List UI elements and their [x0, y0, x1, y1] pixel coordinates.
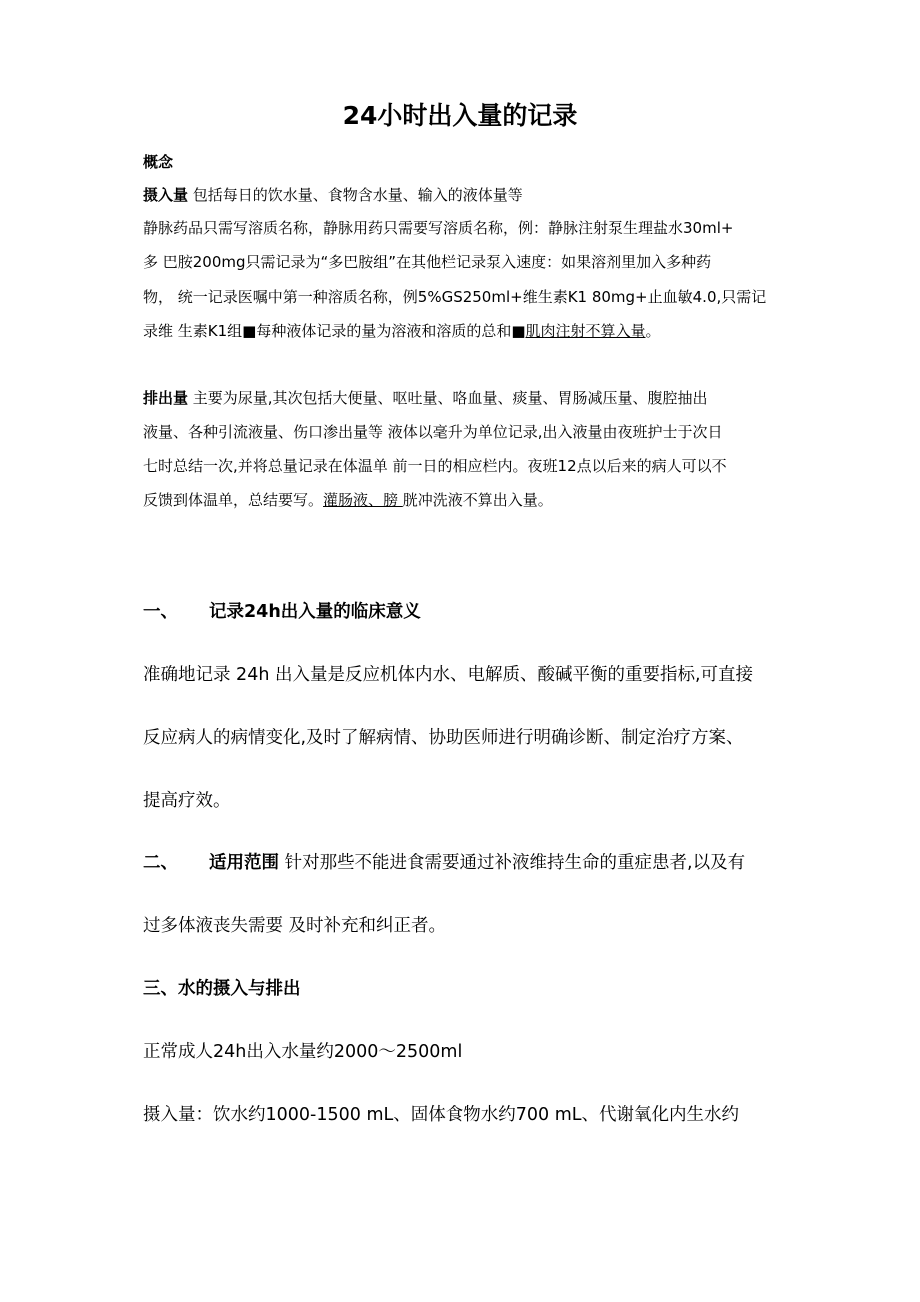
- concept-heading: 概念: [143, 153, 174, 171]
- underlined-note: 灌肠液、膀: [323, 491, 403, 509]
- output-paragraph-line-4: 反馈到体温单，总结要写。灌肠液、膀 胱冲洗液不算出入量。: [143, 491, 553, 509]
- intake-paragraph-line-5: 录维 生素K1组■每种液体记录的量为溶液和溶质的总和■肌肉注射不算入量。: [143, 322, 661, 340]
- section-1-heading: 一、 记录24h出入量的临床意义: [143, 602, 421, 622]
- output-paragraph-line-2: 液量、各种引流液量、伤口渗出量等 液体以毫升为单位记录,出入液量由夜班护士于次日: [143, 423, 723, 441]
- underlined-note: 肌肉注射不算入量: [525, 322, 646, 340]
- output-paragraph-line-3: 七时总结一次,并将总量记录在体温单 前一日的相应栏内。夜班12点以后来的病人可以不: [143, 457, 727, 475]
- intake-paragraph-line-2: 静脉药品只需写溶质名称，静脉用药只需要写溶质名称，例：静脉注射泵生理盐水30ml+: [143, 219, 734, 237]
- section-1-line-3: 提高疗效。: [143, 791, 231, 811]
- section-1-line-2: 反应病人的病情变化,及时了解病情、协助医师进行明确诊断、制定治疗方案、: [143, 728, 744, 748]
- intake-paragraph-line-4: 物， 统一记录医嘱中第一种溶质名称，例5%GS250ml+维生素K1 80mg+止血敏4.0,只需记: [143, 288, 767, 306]
- output-paragraph-line-1: 排出量 主要为尿量,其次包括大便量、呕吐量、咯血量、痰量、胃肠减压量、腹腔抽出: [143, 389, 708, 407]
- section-1-line-1: 准确地记录 24h 出入量是反应机体内水、电解质、酸碱平衡的重要指标,可直接: [143, 665, 754, 685]
- section-2-line-2: 过多体液丧失需要 及时补充和纠正者。: [143, 916, 447, 936]
- intake-paragraph-line-3: 多 巴胺200mg只需记录为“多巴胺组”在其他栏记录泵入速度：如果溶剂里加入多种药: [143, 253, 712, 271]
- section-3-line-2: 摄入量：饮水约1000-1500 mL、固体食物水约700 mL、代谢氧化内生水约: [143, 1105, 740, 1125]
- intake-label: 摄入量: [143, 186, 189, 204]
- intake-paragraph-line-1: 摄入量 包括每日的饮水量、食物含水量、输入的液体量等: [143, 186, 523, 204]
- output-label: 排出量: [143, 389, 189, 407]
- section-3-heading: 三、水的摄入与排出: [143, 979, 301, 999]
- page-title: 24小时出入量的记录: [342, 101, 578, 130]
- section-2-line-1: 二、 适用范围 针对那些不能进食需要通过补液维持生命的重症患者,以及有: [143, 853, 746, 873]
- section-3-line-1: 正常成人24h出入水量约2000〜2500ml: [143, 1042, 463, 1062]
